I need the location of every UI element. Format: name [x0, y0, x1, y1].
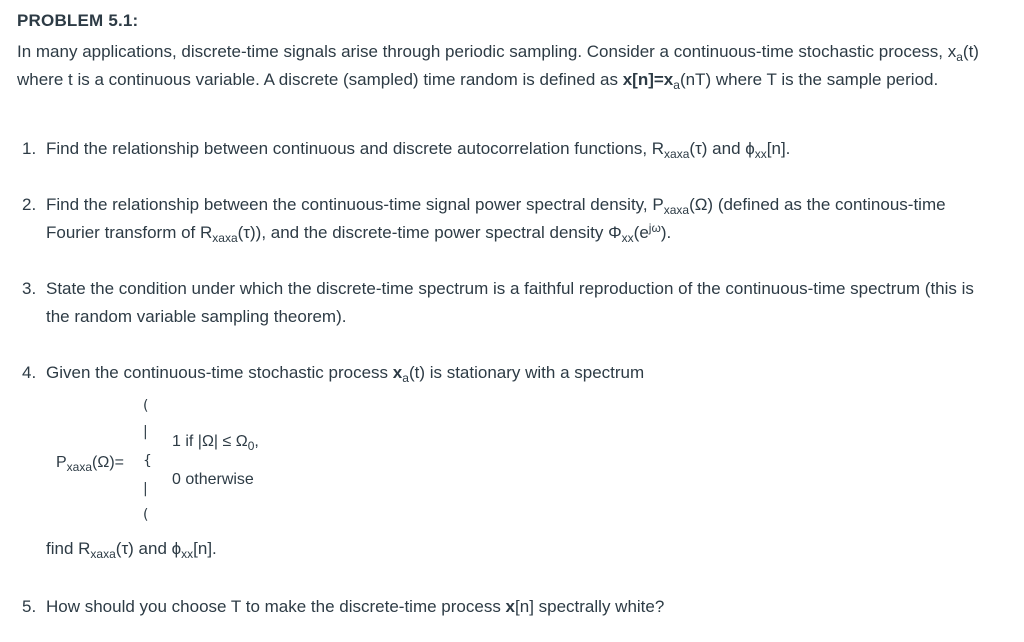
intro-xn: x[n]=x [622, 70, 674, 89]
q2-text-2: (Ω) (defined as the continous-time Fourier transform of R [46, 195, 946, 242]
q2-text-4: (e [633, 223, 649, 242]
find-sub-1: xaxa [90, 547, 116, 561]
brace-lower-bar: | [143, 481, 148, 497]
intro-text-1: In many applications, discrete-time signals arise through periodic sampling. Consider a continuous-time stochastic process, x [17, 42, 957, 61]
q5-x-bold: x [505, 597, 516, 616]
question-3-number: 3. [22, 279, 37, 298]
q2-text-5: ). [660, 223, 672, 242]
find-sub-2: xx [181, 547, 194, 561]
brace-upper-bar: | [143, 424, 148, 440]
intro-text-4: where T is the sample period. [711, 70, 939, 89]
question-3 [22, 275, 1002, 331]
q2-sub-1: xaxa [663, 203, 690, 217]
brace-bottom: ( [143, 507, 149, 523]
intro-sub-a: a [956, 50, 963, 64]
find-text-2: (τ) and ϕ [115, 539, 182, 558]
q2-sub-2: xaxa [212, 231, 238, 245]
find-text-3: [n]. [193, 539, 217, 558]
eq-lhs-rest: (Ω)= [92, 454, 124, 471]
q4-text-2: (t) is stationary with a spectrum [408, 363, 645, 382]
q2-sub-3: xx [621, 231, 634, 245]
find-text-1: find R [46, 539, 91, 558]
question-4-find [46, 539, 217, 559]
question-5-text [46, 593, 1002, 621]
intro-sub-a2: a [673, 78, 680, 92]
q1-sub-2: xx [754, 147, 767, 161]
brace-middle: { [143, 453, 152, 469]
q1-text-1: Find the relationship between continuous and discrete autocorrelation functions, R [46, 139, 665, 158]
question-4-text [46, 359, 1002, 387]
question-2 [22, 191, 1002, 247]
equation-lhs [56, 454, 124, 472]
q1-text-3: [n]. [766, 139, 791, 158]
case-one [172, 433, 259, 451]
q5-text-1: How should you choose T to make the discrete-time process [46, 597, 506, 616]
question-5-number: 5. [22, 597, 37, 616]
question-5 [22, 593, 1002, 621]
q2-text-3: (τ)), and the discrete-time power spectral density Φ [237, 223, 622, 242]
q1-text-2: (τ) and ϕ [689, 139, 755, 158]
question-2-text [46, 191, 1002, 247]
case-one-sub: 0 [247, 439, 255, 453]
q4-x-bold: x [392, 363, 403, 382]
intro-text-2: (t) where t is a continuous variable. A discrete (sampled) time random is defined as [17, 42, 979, 89]
eq-lhs-p: P [56, 454, 67, 471]
case-otherwise: 0 otherwise [172, 471, 254, 488]
q2-sup-1: jω [648, 221, 661, 235]
question-4 [22, 359, 1002, 387]
q4-text-1: Given the continuous-time stochastic process [46, 363, 393, 382]
question-3-text: State the condition under which the discrete-time spectrum is a faithful reproduction of the continuous-time spectrum (this is the random variable sampling theorem). [46, 279, 974, 326]
q2-text-1: Find the relationship between the continuous-time signal power spectral density, P [46, 195, 664, 214]
eq-lhs-sub: xaxa [66, 460, 93, 474]
q1-sub-1: xaxa [664, 147, 690, 161]
question-4-number: 4. [22, 363, 37, 382]
problem-title: PROBLEM 5.1: [17, 11, 139, 30]
case-one-comma: , [254, 433, 259, 450]
brace-top: ( [143, 398, 149, 414]
intro-text-3: (nT) [679, 70, 712, 89]
problem-intro [17, 38, 1002, 94]
q5-text-2: [n] spectrally white? [515, 597, 665, 616]
question-1-number: 1. [22, 139, 37, 158]
question-2-number: 2. [22, 195, 37, 214]
case-one-text: 1 if |Ω| ≤ Ω [172, 433, 248, 450]
question-1 [22, 135, 1002, 163]
question-1-text [46, 135, 1002, 163]
q4-sub-1: a [402, 371, 409, 385]
